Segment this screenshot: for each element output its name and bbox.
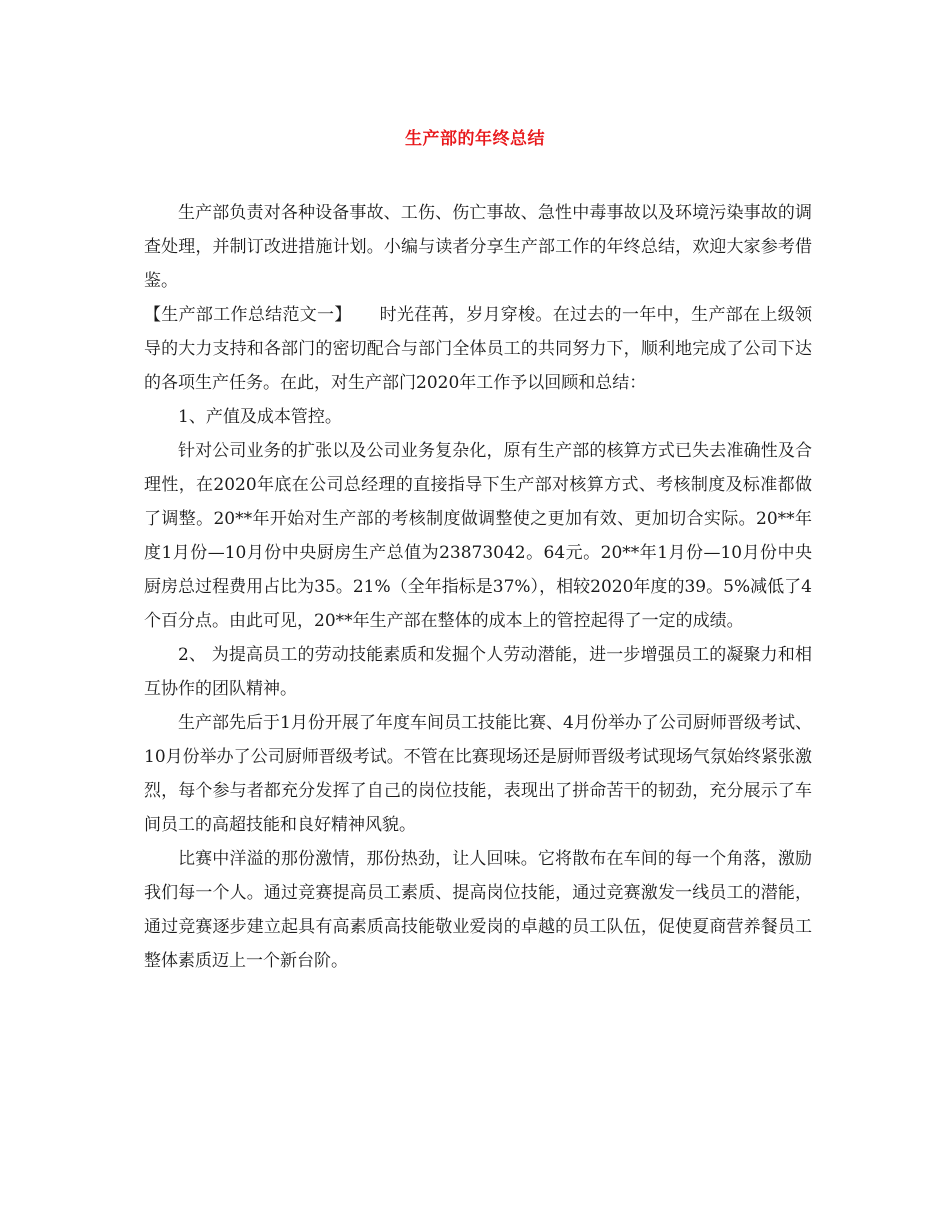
section2-heading: 2、 为提高员工的劳动技能素质和发掘个人劳动潜能，进一步增强员工的凝聚力和相互协作的团队精神。	[144, 645, 812, 699]
section1-body: 针对公司业务的扩张以及公司业务复杂化，原有生产部的核算方式已失去准确性及合理性，在2020年底在公司总经理的直接指导下生产部对核算方式、考核制度及标准都做了调整。20**年开始对生产部的考核制度做调整使之更加有效、更加切合实际。20**年度1月份—10月份中央厨房生产总值为23873042。64元。20**年1月份—10月份中央厨房总过程费用占比为35。21%（全年指标是37%），相较2020年度的39。5%减低了4个百分点。由此可见，20**年生产部在整体的成本上的管控起得了一定的成绩。	[144, 441, 812, 631]
intro-paragraph: 生产部负责对各种设备事故、工伤、伤亡事故、急性中毒事故以及环境污染事故的调查处理，并制订改进措施计划。小编与读者分享生产部工作的年终总结，欢迎大家参考借鉴。	[144, 203, 812, 291]
section2-body-1: 生产部先后于1月份开展了年度车间员工技能比赛、4月份举办了公司厨师晋级考试、10月份举办了公司厨师晋级考试。不管在比赛现场还是厨师晋级考试现场气氛始终紧张激烈，每个参与者都充分发挥了自己的岗位技能，表现出了拼命苦干的韧劲，充分展示了车间员工的高超技能和良好精神风貌。	[144, 713, 812, 835]
section1-heading: 1、产值及成本管控。	[178, 407, 342, 427]
sample-heading: 【生产部工作总结范文一】	[144, 305, 352, 325]
section2-body-2: 比赛中洋溢的那份激情，那份热劲，让人回味。它将散布在车间的每一个角落，激励我们每一个人。通过竞赛提高员工素质、提高岗位技能，通过竞赛激发一线员工的潜能，通过竞赛逐步建立起具有高素质高技能敬业爱岗的卓越的员工队伍，促使夏商营养餐员工整体素质迈上一个新台阶。	[144, 849, 812, 971]
sample-paragraph	[144, 298, 812, 400]
document-body	[144, 196, 812, 978]
document-title: 生产部的年终总结	[405, 129, 545, 149]
sample-opening-text: 时光荏苒，岁月穿梭。在过去的一年中，生产部在上级领导的大力支持和各部门的密切配合与部门全体员工的共同努力下，顺利地完成了公司下达的各项生产任务。在此，对生产部门2020年工作予以回顾和总结：	[144, 305, 813, 393]
